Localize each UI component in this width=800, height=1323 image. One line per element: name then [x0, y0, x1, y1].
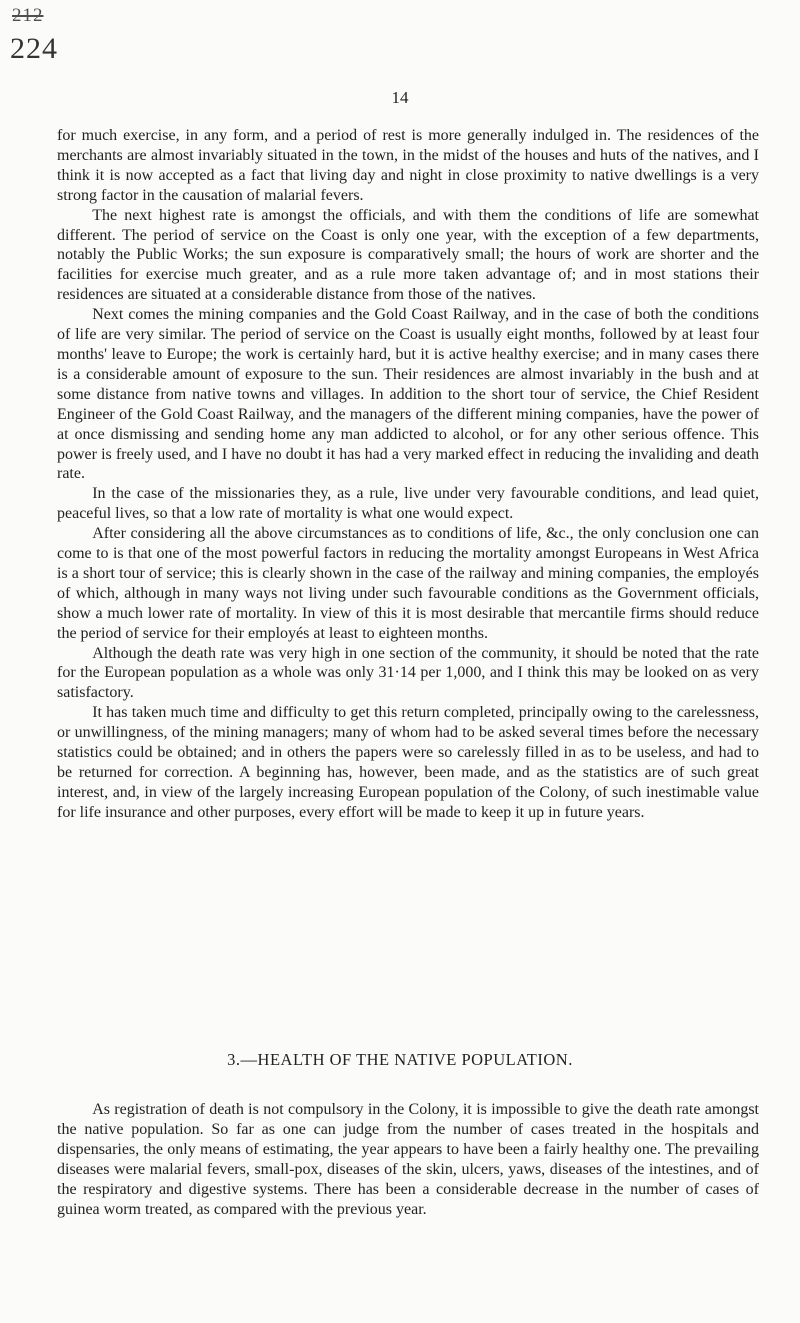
paragraph: In the case of the missionaries they, as a rule, live under very favourable conditions, and lead quiet, peaceful lives, so that a low rate of mortality is what one would expect. — [57, 485, 759, 523]
section-heading: 3.—HEALTH OF THE NATIVE POPULATION. — [227, 1050, 573, 1069]
paragraph: The next highest rate is amongst the officials, and with them the conditions of life are somewhat different. The period of service on the Coast is only one year, with the exception of a few departments, notably the Public Works; the sun exposure is comparatively small; the hours of work are shorter and the facilities for exercise much greater, and as a rule more taken advantage of; and in most stations their residences are situated at a considerable distance from those of the natives. — [57, 206, 759, 304]
body-text — [57, 126, 759, 823]
paragraph: for much exercise, in any form, and a period of rest is more generally indulged in. The residences of the merchants are almost invariably situated in the town, in the midst of the houses and huts of the natives, and I think it is now accepted as a fact that living day and night in close proximity to native dwellings is a very strong factor in the causation of malarial fevers. — [57, 127, 759, 204]
archive-page-number: 224 — [10, 32, 58, 65]
struck-page-number: 212 — [12, 5, 44, 26]
paragraph: Next comes the mining companies and the Gold Coast Railway, and in the case of both the conditions of life are very similar. The period of service on the Coast is usually eight months, followed by at least four months' leave to Europe; the work is certainly hard, but it is active healthy exercise; and in many cases there is a considerable amount of exposure to the sun. Their residences are almost invariably in the bush and at some distance from native towns and villages. In addition to the short tour of service, the Chief Resident Engineer of the Gold Coast Railway, and the managers of the different mining companies, have the power of at once dismissing and sending home any man addicted to alcohol, or for any other serious offence. This power is freely used, and I have no doubt it has had a very marked effect in reducing the invaliding and death rate. — [57, 306, 759, 483]
paragraph: As registration of death is not compulsory in the Colony, it is impossible to give the death rate amongst the native population. So far as one can judge from the number of cases treated in the hospitals and dispensaries, the only means of estimating, the year appears to have been a fairly healthy one. The prevailing diseases were malarial fevers, small-pox, diseases of the skin, ulcers, yaws, diseases of the intestines, and of the respiratory and digestive systems. There has been a considerable decrease in the number of cases of guinea worm treated, as compared with the previous year. — [57, 1101, 759, 1218]
section-body — [57, 1100, 759, 1219]
paragraph: After considering all the above circumstances as to conditions of life, &c., the only conclusion one can come to is that one of the most powerful factors in reducing the mortality amongst Europeans in West Africa is a short tour of service; this is clearly shown in the case of the railway and mining companies, the employés of which, although in many ways not living under such favourable conditions as the Government officials, show a much lower rate of mortality. In view of this it is most desirable that mercantile firms should reduce the period of service for their employés at least to eighteen months. — [57, 525, 759, 642]
paragraph: It has taken much time and difficulty to get this return completed, principally owing to the carelessness, or unwillingness, of the mining managers; many of whom had to be asked several times before the necessary statistics could be obtained; and in others the papers were so carelessly filled in as to be useless, and had to be returned for correction. A beginning has, however, been made, and as the statistics are of such great interest, and, in view of the largely increasing European population of the Colony, of such inestimable value for life insurance and other purposes, every effort will be made to keep it up in future years. — [57, 704, 759, 821]
paragraph: Although the death rate was very high in one section of the community, it should be noted that the rate for the European population as a whole was only 31·14 per 1,000, and I think this may be looked on as very satisfactory. — [57, 644, 759, 702]
page-number: 14 — [391, 88, 409, 107]
